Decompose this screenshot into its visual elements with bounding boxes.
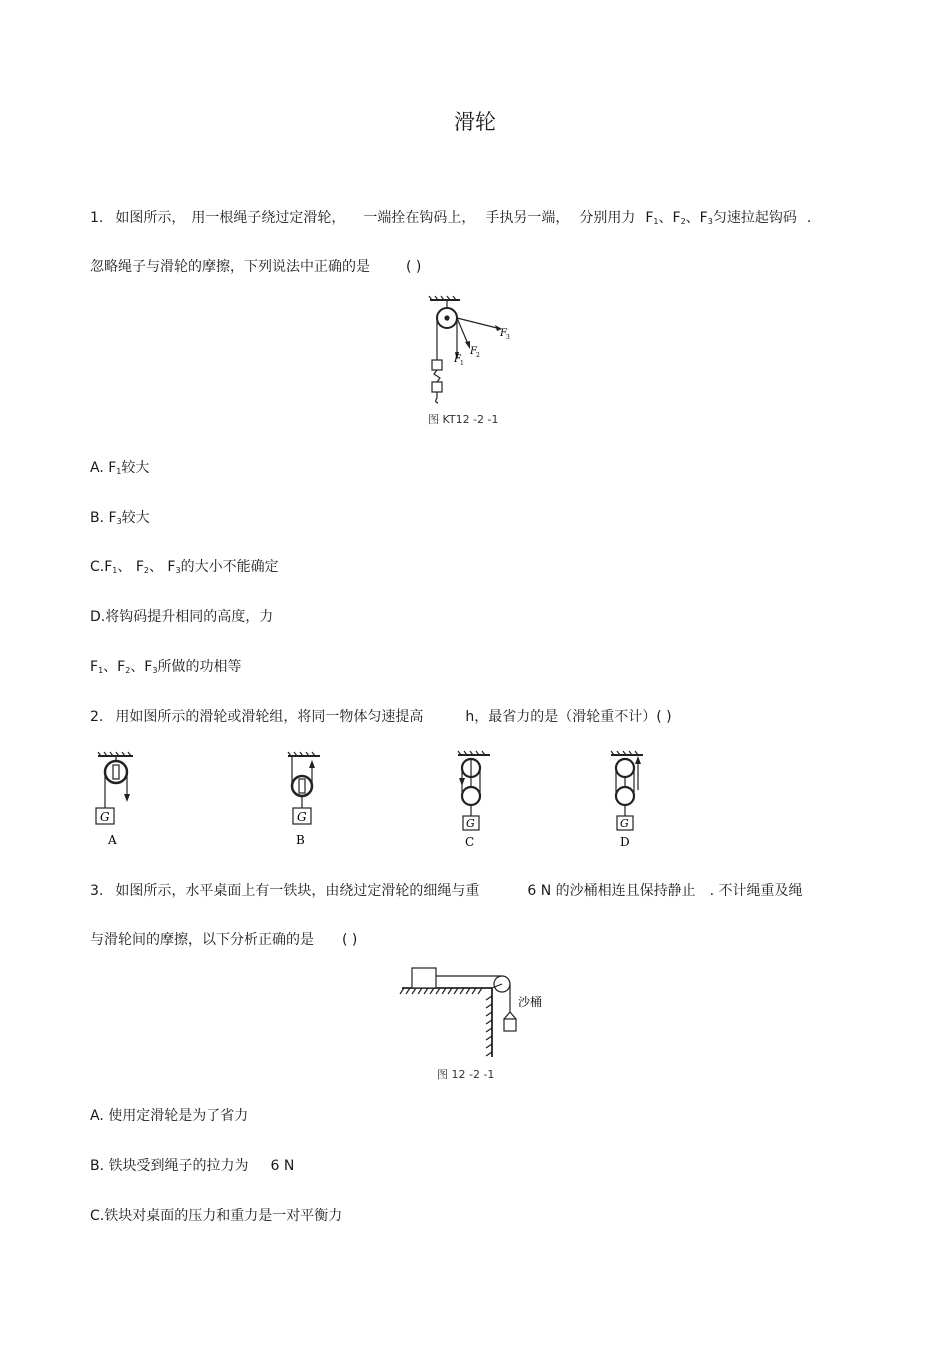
- q1-fig-label-f2: F: [470, 346, 477, 357]
- q1-f1: F: [645, 210, 654, 226]
- q1-f1-sub: 1: [653, 217, 659, 226]
- q1-option-b-text2: 较大: [121, 510, 150, 526]
- q1-fig-label-f2-sub: 2: [476, 352, 480, 359]
- q1-stem-line1: [90, 208, 811, 232]
- q1-option-c-sub2: 2: [143, 566, 149, 575]
- q3-answer-paren: ( ): [342, 932, 358, 948]
- q1-option-d-f2: 、F: [103, 659, 126, 675]
- q3-stem-line1: [90, 881, 803, 901]
- q2-figure-a: [88, 750, 148, 850]
- q1-number: 1.: [90, 210, 104, 226]
- q1-option-a-text: A. F: [90, 460, 117, 476]
- q1-option-d-sub1: 1: [98, 666, 104, 675]
- q1-option-c-text: C.F: [90, 559, 113, 575]
- q3-figure-caption: 图 12 -2 -1: [437, 1068, 495, 1081]
- q1-option-b: [90, 508, 150, 532]
- q2-fig-c-label: C: [465, 835, 475, 849]
- q2-text-a: 用如图所示的滑轮或滑轮组，将同一物体匀速提高: [115, 709, 424, 725]
- q2-fig-a-label: A: [108, 833, 117, 847]
- q1-text-d: 手执另一端，: [485, 210, 570, 226]
- q2-fig-d-weight: G: [620, 817, 629, 830]
- q1-option-d-f3: 、F: [130, 659, 153, 675]
- q1-f2: 、F: [658, 210, 681, 226]
- q1-option-b-sub: 3: [116, 517, 122, 526]
- q1-option-d: D.将钩码提升相同的高度，力: [90, 609, 274, 625]
- q1-option-c-text2: 、 F: [117, 559, 144, 575]
- q1-period: .: [806, 210, 812, 226]
- q1-option-c-text4: 的大小不能确定: [180, 559, 279, 575]
- q2-figure-c: [450, 750, 500, 850]
- q2-text-b: h，最省力的是（滑轮重不计）( ): [465, 709, 672, 725]
- q1-text-a: 如图所示，: [115, 210, 186, 226]
- q1-option-a-sub: 1: [116, 467, 122, 476]
- q2-fig-c-weight: G: [466, 817, 475, 830]
- q3-option-a: A. 使用定滑轮是为了省力: [90, 1108, 249, 1124]
- q1-text-e: 分别用力: [579, 210, 636, 226]
- q1-stem-line2: [90, 257, 421, 277]
- q1-option-d-text: 所做的功相等: [157, 659, 242, 675]
- q1-option-d-cont: [90, 657, 241, 681]
- q1-fig-label-f3-sub: 3: [506, 334, 510, 341]
- q1-fig-label-f1-sub: 1: [460, 360, 464, 367]
- q2-fig-d-label: D: [620, 835, 630, 849]
- q1-option-d-sub3: 3: [152, 666, 158, 675]
- q1-option-c: [90, 557, 279, 581]
- q1-text-b: 用一根绳子绕过定滑轮，: [191, 210, 346, 226]
- q2-fig-b-weight: G: [297, 810, 307, 824]
- q1-f2-sub: 2: [680, 217, 686, 226]
- q1-option-c-sub3: 3: [175, 566, 181, 575]
- q1-option-d-f1: F: [90, 659, 99, 675]
- q3-text-c: . 不计绳重及绳: [709, 883, 803, 899]
- q2-figure-b: [280, 750, 340, 850]
- q2-figure-d: [605, 750, 655, 850]
- q3-option-b: [90, 1156, 294, 1176]
- q1-option-b-text: B. F: [90, 510, 117, 526]
- q2-fig-a-weight: G: [100, 810, 110, 824]
- q2-number: 2.: [90, 709, 104, 725]
- q3-figure: [398, 962, 558, 1062]
- q1-text-c: 一端拴在钩码上，: [363, 210, 476, 226]
- q3-text-d: 与滑轮间的摩擦，以下分析正确的是: [90, 932, 314, 948]
- q1-fig-label-f1: F: [454, 354, 461, 365]
- q3-text-a: 如图所示，水平桌面上有一铁块，由绕过定滑轮的细绳与重: [115, 883, 480, 899]
- q1-f3-sub: 3: [707, 217, 713, 226]
- q1-text-f: 匀速拉起钩码: [712, 210, 797, 226]
- q2-fig-b-label: B: [296, 833, 305, 847]
- q1-option-a-text2: 较大: [121, 460, 150, 476]
- q1-figure-caption: 图 KT12 -2 -1: [428, 413, 499, 426]
- q1-option-c-sub1: 1: [112, 566, 118, 575]
- q2-stem: [90, 707, 672, 727]
- q3-stem-line2: [90, 930, 357, 950]
- q3-option-b-text: B. 铁块受到绳子的拉力为: [90, 1158, 249, 1174]
- q3-text-b: 6 N 的沙桶相连且保持静止: [527, 883, 696, 899]
- q1-text-g: 忽略绳子与滑轮的摩擦，下列说法中正确的是: [90, 259, 370, 275]
- q3-option-c: C.铁块对桌面的压力和重力是一对平衡力: [90, 1208, 343, 1224]
- q1-option-d-sub2: 2: [125, 666, 131, 675]
- q3-number: 3.: [90, 883, 104, 899]
- q3-fig-label-sand-bucket: 沙桶: [518, 995, 543, 1009]
- q1-answer-paren: ( ): [406, 259, 422, 275]
- q1-figure: [420, 294, 530, 429]
- q1-option-a: [90, 458, 149, 482]
- q1-option-c-text3: 、 F: [148, 559, 176, 575]
- page-title: 滑轮: [454, 110, 496, 134]
- q3-option-b-value: 6 N: [270, 1158, 295, 1174]
- q1-f3: 、F: [685, 210, 708, 226]
- q1-fig-label-f3: F: [500, 328, 507, 339]
